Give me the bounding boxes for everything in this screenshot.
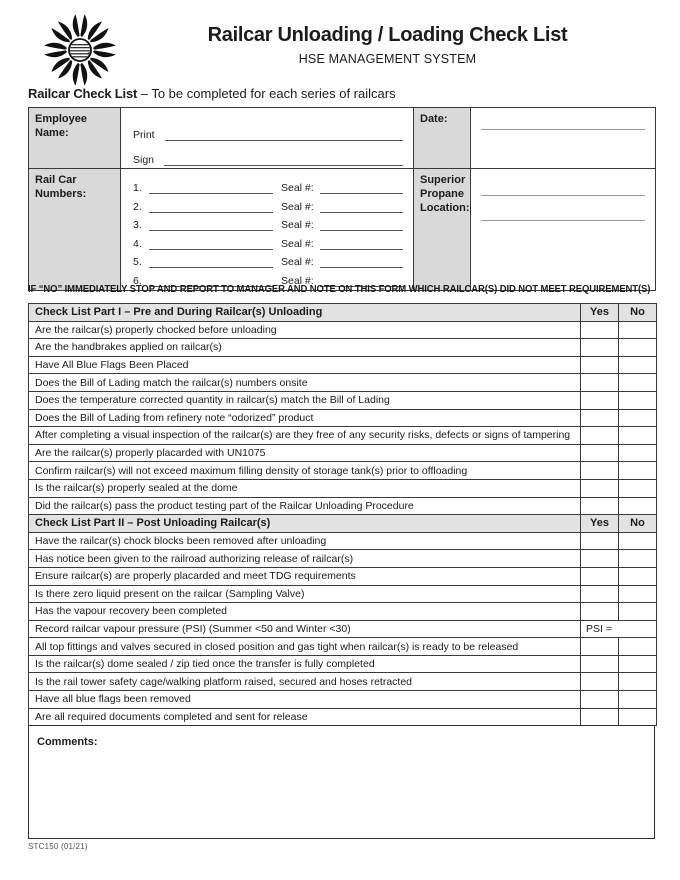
form-code: STC150 (01/21): [28, 842, 88, 852]
checklist-item-row: [29, 708, 657, 726]
comments-label: Comments:: [37, 736, 98, 749]
checklist-question: Confirm railcar(s) will not exceed maximum filling density of storage tank(s) prior to offloading: [29, 462, 581, 480]
no-checkbox-cell[interactable]: [619, 532, 657, 550]
railcar-number-row: [133, 178, 403, 194]
no-checkbox-cell[interactable]: [619, 321, 657, 339]
yes-checkbox-cell[interactable]: [581, 339, 619, 357]
no-checkbox-cell[interactable]: [619, 479, 657, 497]
yes-checkbox-cell[interactable]: [581, 567, 619, 585]
checklist-item-row: [29, 391, 657, 409]
railcar-number-index: 2.: [133, 200, 142, 213]
seal-number-label: Seal #:: [281, 237, 314, 250]
rail-car-numbers-label: Rail Car Numbers:: [29, 169, 121, 291]
comments-box[interactable]: [28, 725, 655, 839]
checklist-item-row: [29, 427, 657, 445]
no-checkbox-cell[interactable]: [619, 708, 657, 726]
no-checkbox-cell[interactable]: [619, 691, 657, 709]
yes-checkbox-cell[interactable]: [581, 532, 619, 550]
yes-checkbox-cell[interactable]: [581, 374, 619, 392]
checklist-item-row: [29, 321, 657, 339]
section-heading: [28, 86, 396, 101]
seal-number-input-line[interactable]: [320, 267, 403, 268]
checklist-item-row: [29, 409, 657, 427]
stop-warning-text: IF “NO” IMMEDIATELY STOP AND REPORT TO MANAGER AND NOTE ON THIS FORM WHICH RAILCAR(S) DID NOT MEET REQUIREMENT(S): [28, 284, 651, 295]
checklist-item-row: [29, 585, 657, 603]
railcar-number-row: [133, 252, 403, 268]
yes-checkbox-cell[interactable]: [581, 585, 619, 603]
checklist-item-row: [29, 497, 657, 515]
checklist-item-row: [29, 691, 657, 709]
no-checkbox-cell[interactable]: [619, 409, 657, 427]
railcar-rows: [121, 169, 413, 287]
checklist-item-row: [29, 620, 657, 638]
print-label: Print: [133, 129, 155, 141]
railcar-number-index: 1.: [133, 182, 142, 194]
railcar-number-row: [133, 197, 403, 213]
checklist-item-row: [29, 462, 657, 480]
no-checkbox-cell[interactable]: [619, 585, 657, 603]
checklist-part-header-row: [29, 304, 657, 322]
yes-checkbox-cell[interactable]: [581, 550, 619, 568]
checklist-item-row: [29, 374, 657, 392]
checklist-table: [28, 303, 657, 726]
yes-checkbox-cell[interactable]: [581, 691, 619, 709]
yes-column-header: Yes: [581, 304, 619, 322]
checklist-item-row: [29, 444, 657, 462]
form-header: [120, 24, 655, 66]
no-checkbox-cell[interactable]: [619, 427, 657, 445]
no-checkbox-cell[interactable]: [619, 391, 657, 409]
date-label: Date:: [414, 108, 471, 169]
no-checkbox-cell[interactable]: [619, 655, 657, 673]
yes-checkbox-cell[interactable]: [581, 479, 619, 497]
checklist-question: Have All Blue Flags Been Placed: [29, 356, 581, 374]
seal-number-input-line[interactable]: [320, 212, 403, 213]
railcar-number-row: [133, 234, 403, 250]
railcar-number-index: 4.: [133, 237, 142, 250]
page-subtitle: HSE MANAGEMENT SYSTEM: [298, 52, 477, 66]
no-checkbox-cell[interactable]: [619, 550, 657, 568]
no-column-header: No: [619, 304, 657, 322]
checklist-question: Are the railcar(s) properly placarded with UN1075: [29, 444, 581, 462]
yes-checkbox-cell[interactable]: [581, 497, 619, 515]
signature-input-line[interactable]: [164, 165, 403, 166]
checklist-item-row: [29, 655, 657, 673]
yes-checkbox-cell[interactable]: [581, 321, 619, 339]
seal-number-input-line[interactable]: [320, 230, 403, 231]
checklist-question: Have all blue flags been removed: [29, 691, 581, 709]
railcar-number-input-line[interactable]: [149, 212, 273, 213]
psi-value-cell[interactable]: PSI =: [581, 620, 657, 638]
railcar-number-input-line[interactable]: [149, 230, 273, 231]
checklist-body: [29, 304, 657, 726]
checklist-item-row: [29, 603, 657, 621]
location-input-line-2[interactable]: [481, 220, 645, 221]
sign-label: Sign: [133, 154, 155, 166]
no-column-header: No: [619, 515, 657, 533]
railcar-number-row: [133, 215, 403, 231]
checklist-item-row: [29, 550, 657, 568]
yes-checkbox-cell[interactable]: [581, 427, 619, 445]
section-heading-rest: – To be completed for each series of railcars: [137, 86, 396, 101]
checklist-question: Ensure railcar(s) are properly placarded and meet TDG requirements: [29, 567, 581, 585]
yes-checkbox-cell[interactable]: [581, 391, 619, 409]
checklist-part-title: Check List Part I – Pre and During Railcar(s) Unloading: [29, 304, 581, 322]
location-input-line-1[interactable]: [481, 195, 645, 196]
seal-number-label: Seal #:: [281, 256, 314, 269]
yes-checkbox-cell[interactable]: [581, 462, 619, 480]
checklist-question: Are the railcar(s) properly chocked before unloading: [29, 321, 581, 339]
railcar-number-input-line[interactable]: [149, 193, 273, 194]
checklist-question: Did the railcar(s) pass the product testing part of the Railcar Unloading Procedure: [29, 497, 581, 515]
date-input-line[interactable]: [481, 129, 645, 130]
yes-checkbox-cell[interactable]: [581, 356, 619, 374]
checklist-question: Have the railcar(s) chock blocks been removed after unloading: [29, 532, 581, 550]
employee-name-label: Employee Name:: [29, 108, 121, 169]
checklist-question: Is the railcar(s) properly sealed at the dome: [29, 479, 581, 497]
no-checkbox-cell[interactable]: [619, 356, 657, 374]
checklist-item-row: [29, 479, 657, 497]
checklist-item-row: [29, 638, 657, 656]
railcar-number-input-line[interactable]: [149, 267, 273, 268]
checklist-item-row: [29, 339, 657, 357]
railcar-number-index: 6.: [133, 274, 142, 287]
checklist-question: Are the handbrakes applied on railcar(s): [29, 339, 581, 357]
yes-column-header: Yes: [581, 515, 619, 533]
checklist-question: Does the Bill of Lading match the railcar(s) numbers onsite: [29, 374, 581, 392]
railcar-number-index: 3.: [133, 219, 142, 232]
checklist-question: Record railcar vapour pressure (PSI) (Summer <50 and Winter <30): [29, 620, 581, 638]
superior-propane-location-label: Superior Propane Location:: [414, 169, 471, 291]
checklist-question: Is the rail tower safety cage/walking platform raised, secured and hoses retracted: [29, 673, 581, 691]
no-checkbox-cell[interactable]: [619, 567, 657, 585]
employee-info-table: [28, 107, 656, 291]
seal-number-input-line[interactable]: [320, 249, 403, 250]
checklist-question: Is the railcar(s) dome sealed / zip tied once the transfer is fully completed: [29, 655, 581, 673]
checklist-question: Has the vapour recovery been completed: [29, 603, 581, 621]
checklist-question: After completing a visual inspection of the railcar(s) are they free of any security risks, defects or signs of tampering: [29, 427, 581, 445]
yes-checkbox-cell[interactable]: [581, 673, 619, 691]
checklist-item-row: [29, 567, 657, 585]
no-checkbox-cell[interactable]: [619, 673, 657, 691]
checklist-item-row: [29, 532, 657, 550]
print-name-row: [133, 118, 403, 141]
yes-checkbox-cell[interactable]: [581, 603, 619, 621]
registered-trademark-glyph: ®: [87, 52, 92, 59]
superior-propane-starburst-logo-icon: [42, 10, 118, 90]
no-checkbox-cell[interactable]: [619, 339, 657, 357]
checklist-question: Are all required documents completed and sent for release: [29, 708, 581, 726]
seal-number-label: Seal #:: [281, 219, 314, 232]
no-checkbox-cell[interactable]: [619, 497, 657, 515]
yes-checkbox-cell[interactable]: [581, 708, 619, 726]
no-checkbox-cell[interactable]: [619, 444, 657, 462]
no-checkbox-cell[interactable]: [619, 462, 657, 480]
no-checkbox-cell[interactable]: [619, 374, 657, 392]
yes-checkbox-cell[interactable]: [581, 409, 619, 427]
no-checkbox-cell[interactable]: [619, 638, 657, 656]
sign-name-row: [133, 143, 403, 166]
checklist-question: Has notice been given to the railroad authorizing release of railcar(s): [29, 550, 581, 568]
section-heading-bold: Railcar Check List: [28, 86, 138, 101]
seal-number-input-line[interactable]: [320, 193, 403, 194]
railcar-number-input-line[interactable]: [149, 249, 273, 250]
railcar-number-index: 5.: [133, 256, 142, 269]
seal-number-label: Seal #:: [281, 200, 314, 213]
checklist-item-row: [29, 356, 657, 374]
checklist-part-header-row: [29, 515, 657, 533]
print-name-input-line[interactable]: [165, 140, 403, 141]
checklist-question: Is there zero liquid present on the railcar (Sampling Valve): [29, 585, 581, 603]
checklist-part-title: Check List Part II – Post Unloading Railcar(s): [29, 515, 581, 533]
no-checkbox-cell[interactable]: [619, 603, 657, 621]
seal-number-label: Seal #:: [281, 274, 314, 287]
checklist-question: Does the temperature corrected quantity in railcar(s) match the Bill of Lading: [29, 391, 581, 409]
seal-number-label: Seal #:: [281, 182, 314, 194]
checklist-question: All top fittings and valves secured in closed position and gas tight when railcar(s) is ready to be released: [29, 638, 581, 656]
checklist-question: Does the Bill of Lading from refinery note “odorized” product: [29, 409, 581, 427]
checklist-item-row: [29, 673, 657, 691]
page-title: Railcar Unloading / Loading Check List: [207, 24, 568, 46]
yes-checkbox-cell[interactable]: [581, 444, 619, 462]
yes-checkbox-cell[interactable]: [581, 655, 619, 673]
yes-checkbox-cell[interactable]: [581, 638, 619, 656]
